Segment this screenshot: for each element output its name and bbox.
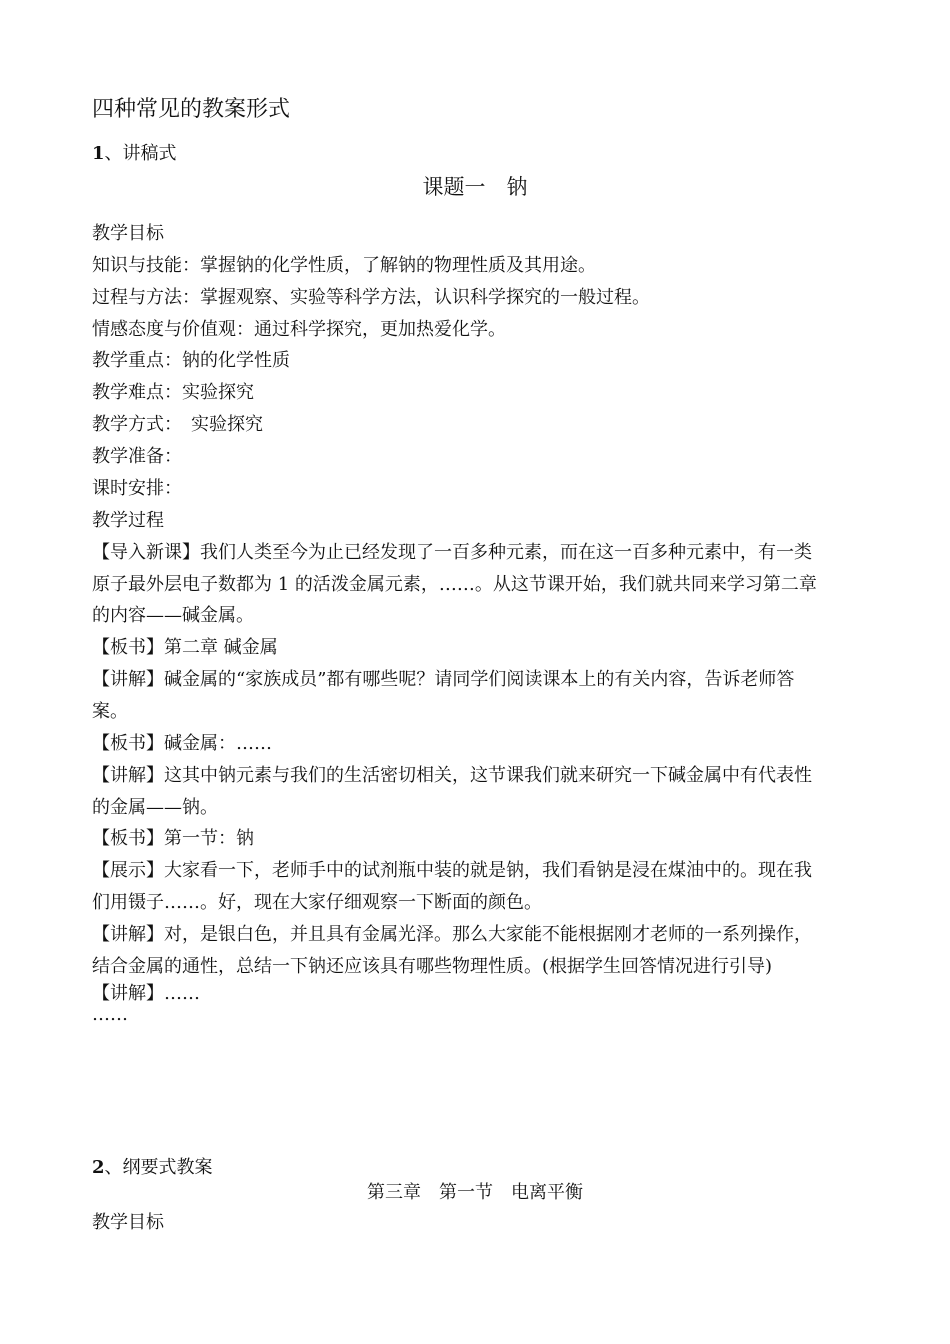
- body-line: 们用镊子……。好，现在大家仔细观察一下断面的颜色。: [92, 892, 542, 913]
- body-line: 【板书】第一节：钠: [92, 828, 254, 849]
- body-line: 教学目标: [92, 223, 164, 244]
- body-line: 教学重点：钠的化学性质: [92, 350, 290, 371]
- section1-heading: [92, 143, 177, 165]
- body-line: 教学方式： 实验探究: [92, 414, 263, 435]
- body-line: 过程与方法：掌握观察、实验等科学方法，认识科学探究的一般过程。: [92, 287, 650, 308]
- body-line: 情感态度与价值观：通过科学探究，更加热爱化学。: [92, 319, 506, 340]
- body-line: 教学目标: [92, 1212, 164, 1233]
- body-line: 教学过程: [92, 510, 164, 531]
- body-line: 【导入新课】我们人类至今为止已经发现了一百多种元素，而在这一百多种元素中，有一类: [92, 542, 812, 563]
- body-line: 的金属——钠。: [92, 797, 218, 818]
- body-line: 【讲解】对，是银白色，并且具有金属光泽。那么大家能不能根据刚才老师的一系列操作，: [92, 924, 812, 945]
- body-line: 【讲解】碱金属的“家族成员”都有哪些呢？请同学们阅读课本上的有关内容，告诉老师答: [92, 669, 795, 690]
- lesson-title-2: 第三章 第一节 电离平衡: [367, 1182, 583, 1203]
- body-line: 教学准备：: [92, 446, 182, 467]
- section2-heading: [92, 1157, 213, 1179]
- body-line: 原子最外层电子数都为 1 的活泼金属元素，……。从这节课开始，我们就共同来学习第二章: [92, 574, 817, 595]
- section1-number: 1: [92, 143, 105, 164]
- body-line: 【讲解】……: [92, 983, 200, 1004]
- body-line: 结合金属的通性，总结一下钠还应该具有哪些物理性质。(根据学生回答情况进行引导): [92, 956, 773, 977]
- lesson-title-1: 课题一 钠: [422, 175, 528, 199]
- body-line: 【板书】碱金属：……: [92, 733, 272, 754]
- section1-label: 、讲稿式: [104, 143, 177, 164]
- body-line: 课时安排：: [92, 478, 182, 499]
- body-line: 【板书】第二章 碱金属: [92, 637, 278, 658]
- body-line: 【展示】大家看一下，老师手中的试剂瓶中装的就是钠，我们看钠是浸在煤油中的。现在我: [92, 860, 812, 881]
- body-line: 知识与技能：掌握钠的化学性质，了解钠的物理性质及其用途。: [92, 255, 596, 276]
- section2-number: 2: [92, 1157, 105, 1178]
- body-line: 案。: [92, 701, 128, 722]
- body-line: 教学难点：实验探究: [92, 382, 254, 403]
- section2-label: 、纲要式教案: [104, 1157, 213, 1178]
- body-line: 【讲解】这其中钠元素与我们的生活密切相关，这节课我们就来研究一下碱金属中有代表性: [92, 765, 812, 786]
- body-line: ……: [92, 1004, 128, 1025]
- document-heading: 四种常见的教案形式: [92, 97, 291, 122]
- body-line: 的内容——碱金属。: [92, 605, 254, 626]
